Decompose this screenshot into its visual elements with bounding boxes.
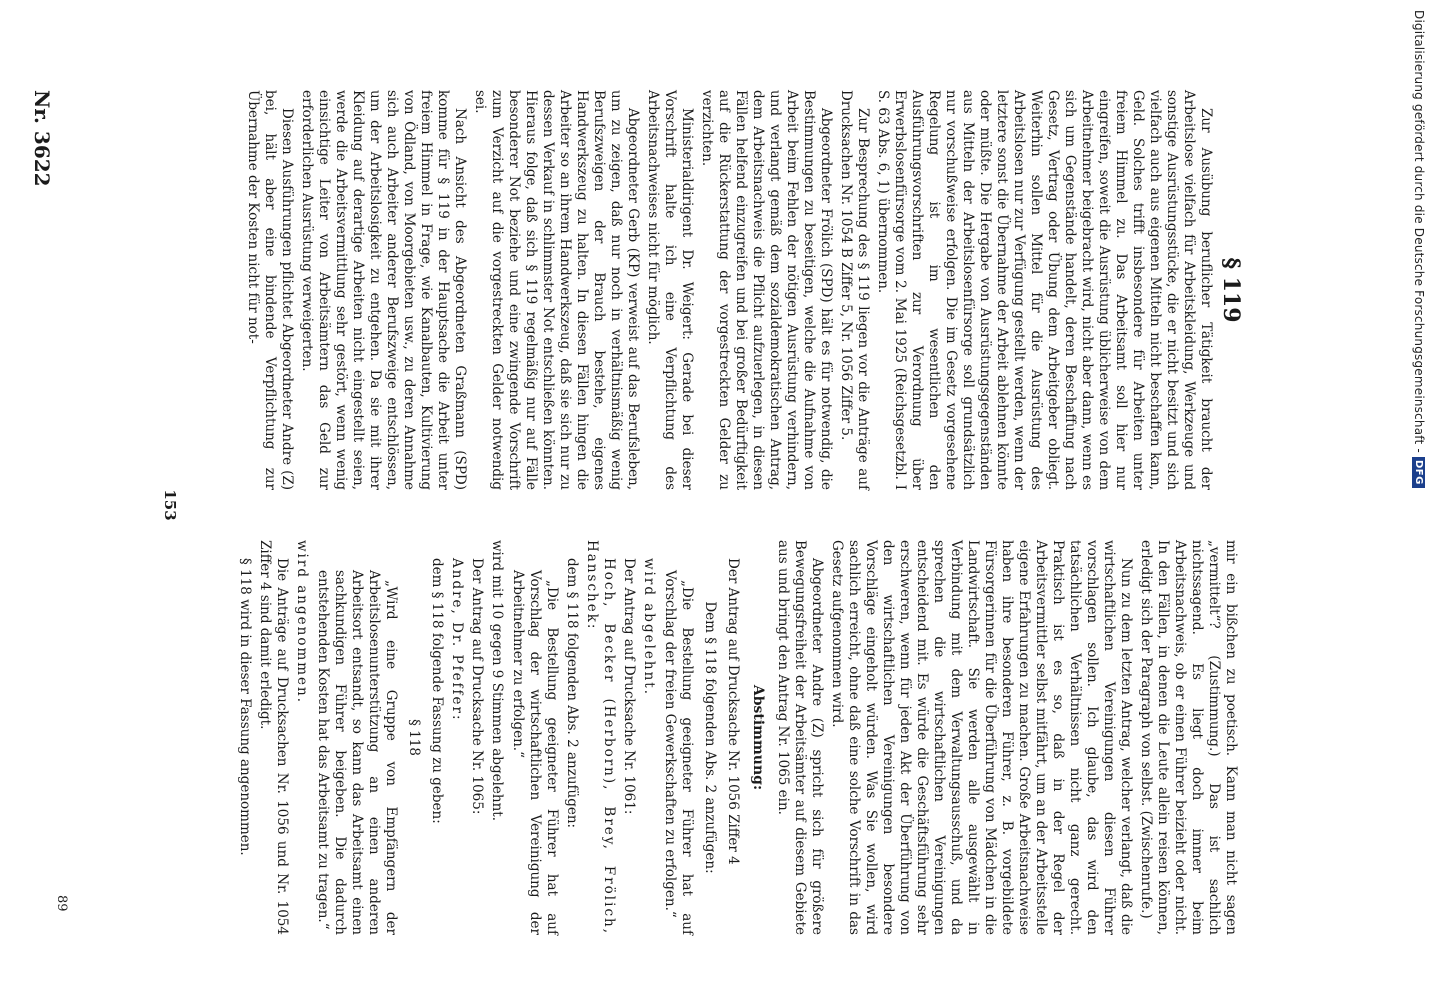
closing-paragraph: § 118 wird in dieser Fassung angenommen. <box>237 558 253 856</box>
left-column <box>233 540 1239 935</box>
vote-sponsors: Andre, Dr. Pfeffer: <box>449 558 465 722</box>
funding-note <box>1412 10 1426 488</box>
vote-result: wird angenommen. <box>294 540 310 705</box>
paragraph: Zur Ausübung beruflicher Tätigkeit braucht der Arbeitslose vielfach für Arbeitskleidung, Werkzeuge und sonstige Ausrüstungsstücke, die er nicht besitzt und sich vielfach auch aus eigenen Mitteln nicht beschaffen kann, Geld. Solches trifft insbesondere für Arbeiten unter freiem Himmel zu. Das Arbeitsamt soll hier nur eingreifen, soweit die Ausrüstung üblicherweise von dem Arbeitnehmer beigebracht wird, nicht aber dann, wenn es sich um Gegenstände handelt, deren Beschaffung nach Gesetz, Vertrag oder Übung dem Arbeitgeber obliegt. Weiterhin sollen Mittel für die Ausrüstung des Arbeitslosen nur zur Verfügung gestellt werden, wenn der letztere sonst die Übernahme der Arbeit ablehnen könnte oder müßte. Die Hergabe von Ausrüstungsgegenständen aus Mitteln der Arbeitslosenfürsorge soll grundsätzlich nur vorschußweise erfolgen. Die im Gesetz vorgesehene Regelung ist im wesentlichen den Ausführungsvorschriften zur Verordnung über Erwerbslosenfürsorge vom 2. Mai 1925 (Reichsgesetzbl. I S. 63 Abs. 6, 1) übernommen. <box>875 90 1214 490</box>
closing-paragraph: Die Anträge auf Drucksachen Nr. 1056 und Nr. 1054 Ziffer 4 sind damit erledigt. <box>257 540 290 935</box>
vote-instruction: dem § 118 folgenden Abs. 2 anzufügen: <box>564 558 580 829</box>
section-label: § 118 <box>406 719 422 756</box>
vote-result: wird mit 10 gegen 9 Stimmen abgelehnt. <box>489 540 505 821</box>
paragraph: Abgeordneter Gerb (KP) verweist auf das Berufsleben, um zu zeigen, daß nur noch in verhältnismäßig wenig Berufszweigen der Brauch bestehe, eigenes Handwerkszeug zu halten. In diesen Fällen hingen die Arbeiter so an ihrem Handwerkszeug, daß sie sich nur zu dessen Verkauf in schlimmster Not entschließen könnten. Hieraus folge, daß sich § 119 regelmäßig nur auf Fälle besonderer Not beziehe und eine zwingende Vorschrift zum Verzicht auf die vorgestreckten Gelder notwendig sei. <box>472 90 641 490</box>
vote-quote: „Die Bestellung geeigneter Führer hat auf Vorschlag der wirtschaftlichen Vereinigung der Arbeitnehmer zu erfolgen.“ <box>510 570 560 935</box>
sheet-number: 89 <box>54 895 69 912</box>
paragraph: Ministerialdirigent Dr. Weigert: Gerade bei dieser Vorschrift halte ich eine Verpflichtung des Arbeitsnachweises nicht für möglich. <box>645 90 695 490</box>
paragraph: Nun zu dem letzten Antrag, welcher verlangt, daß die wirtschaftlichen Vereinigungen diesen Führer vorschlagen sollen. Ich glaube, das wird den tatsächlichen Verhältnissen nicht ganz gerecht. Praktisch ist es so, daß in der Regel der Arbeitsvermittler selbst mitfährt, um an der Arbeitsstelle eigene Erfahrungen zu machen. Große Arbeitsnachweise haben ihre besonderen Führer, z. B. vorgebildete Fürsorgerinnen für die Überführung von Mädchen in die Landwirtschaft. Sie werden alle ausgewählt in Verbindung mit dem Verwaltungsausschuß, und da sprechen die wirtschaftlichen Vereinigungen entscheidend mit. Es würde die Geschäftsführung sehr erschweren, wenn für jeden Akt der Überführung von den wirtschaftlichen Vereinigungen besondere Vorschläge eingeholt würden. Was Sie wollen, wird sachlich erreicht, ohne daß eine solche Vorschrift in das Gesetz aufgenommen wird. <box>829 540 1134 935</box>
vote-sponsors: Hoch, Becker (Herborn), Brey, Frölich, Hanschek: <box>584 540 617 935</box>
paragraph: Abgeordneter Frölich (SPD) hält es für notwendig, die Bestimmungen zu beseitigen, welche die Aufnahme von Arbeit beim Fehlen der nötigen Ausrüstung verhindern, und verlangt gemäß dem sozialdemokratischen Antrag, dem Arbeitsnachweis die Pflicht aufzuerlegen, in diesen Fällen helfend einzugreifen und bei großer Bedürftigkeit auf die Rückerstattung der vorgestreckten Gelder zu verzichten. <box>699 90 834 490</box>
vote-quote: „Die Bestellung geeigneter Führer hat auf Vorschlag der freien Gewerkschaften zu erfolgen.“ <box>662 570 695 935</box>
paragraph: Zur Besprechung des § 119 liegen vor die Anträge auf Drucksachen Nr. 1054 B Ziffer 5, Nr. 1056 Ziffer 5. <box>838 90 871 490</box>
section-title: § 119 <box>1218 257 1244 323</box>
funding-note-text: Digitalisierung gefördert durch die Deutsche Forschungsgemeinschaft - <box>1412 10 1426 453</box>
vote-motion: Der Antrag auf Drucksache Nr. 1056 Ziffer 4 <box>725 558 741 865</box>
vote-quote: „Wird eine Gruppe von Empfängern der Arbeitslosenunterstützung an einen anderen Arbeitsort entsandt, so kann das Arbeitsamt einen sachkundigen Führer beigeben. Die dadurch entstehenden Kosten hat das Arbeitsamt zu tragen.“ <box>315 570 399 935</box>
paragraph: mir ein bißchen zu poetisch. Kann man nicht sagen „vermittelt“? (Zustimmung.) Das ist sachlich nichtssagend. Es liegt doch immer beim Arbeitsnachweis, ob er einen Führer beizieht oder nicht. In den Fällen, in denen die Leute allein reisen können, erledigt sich der Paragraph von selbst. (Zwischenrufe.) <box>1138 540 1239 935</box>
paragraph: Nach Ansicht des Abgeordneten Graßmann (SPD) komme für § 119 in der Hauptsache die Arbeit unter freiem Himmel in Frage, wie Kanalbauten, Kultivierung von Ödland, von Moorgebieten usw., zu deren Annahme sich auch Arbeiter anderer Berufszweige entschlössen, um der Arbeitslosigkeit zu entgehen. Da sie mit ihrer Kleidung auf derartige Arbeiten nicht eingestellt seien, werde die Arbeitsvermittlung sehr gestört, wenn wenig einsichtige Leiter von Arbeitsämtern das Geld zur erforderlichen Ausrüstung verweigerten. <box>299 90 468 490</box>
right-column <box>241 90 1244 490</box>
vote-motion: Der Antrag auf Drucksache Nr. 1061: <box>621 558 637 815</box>
vote-instruction: Dem § 118 folgenden Abs. 2 anzufügen: <box>702 601 718 874</box>
dfg-logo: DFG <box>1413 457 1426 488</box>
document-number: Nr. 3622 <box>30 90 54 187</box>
vote-result: wird abgelehnt. <box>641 558 657 696</box>
paragraph: Abgeordneter Andre (Z) spricht sich für größere Bewegungsfreiheit der Arbeitsämter auf diesem Gebiete aus und bringt den Antrag Nr. 1065 ein. <box>775 540 825 935</box>
paragraph: Diesen Ausführungen pflichtet Abgeordneter Andre (Z) bei, hält aber eine bindende Verpflichtung zur Übernahme der Kosten nicht für not- <box>245 90 295 490</box>
vote-motion: Der Antrag auf Drucksache Nr. 1065: <box>469 558 485 815</box>
page-number: 153 <box>161 489 179 521</box>
vote-heading: Abstimmung: <box>750 684 766 791</box>
vote-instruction: dem § 118 folgende Fassung zu geben: <box>429 558 445 824</box>
